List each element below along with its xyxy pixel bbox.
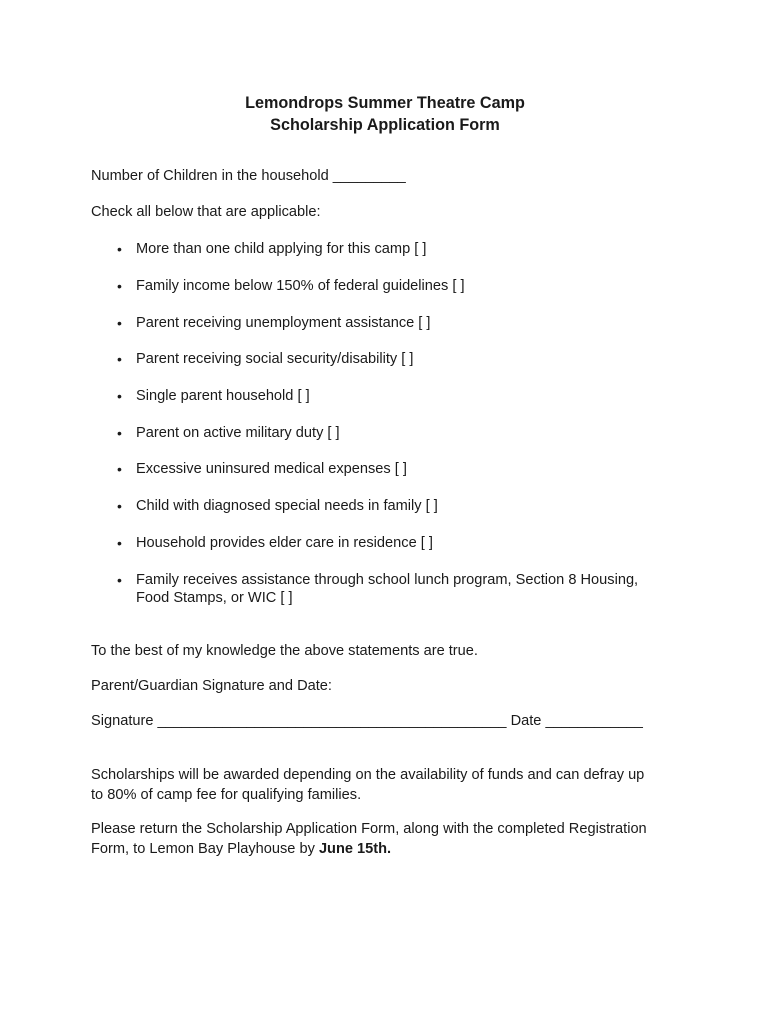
criteria-item bbox=[136, 497, 438, 515]
criteria-label: Excessive uninsured medical expenses [ ] bbox=[136, 461, 407, 477]
return-deadline: June 15th. bbox=[318, 840, 392, 857]
criteria-item bbox=[136, 571, 638, 607]
criteria-item bbox=[136, 424, 340, 442]
form-title-scholarship: Scholarship Application Form bbox=[270, 116, 500, 134]
criteria-item bbox=[136, 277, 465, 295]
scholarship-note-line2: to 80% of camp fee for qualifying families. bbox=[91, 786, 362, 803]
checklist-intro: Check all below that are applicable: bbox=[91, 204, 321, 220]
criteria-label: Family receives assistance through school lunch program, Section 8 Housing, bbox=[136, 572, 639, 588]
return-instructions bbox=[91, 820, 681, 859]
criteria-label: Parent on active military duty [ ] bbox=[136, 425, 340, 441]
criteria-label: Child with diagnosed special needs in family [ ] bbox=[136, 498, 438, 514]
criteria-item bbox=[136, 350, 413, 368]
criteria-label: Household provides elder care in residence [ ] bbox=[136, 535, 433, 551]
scholarship-note bbox=[91, 766, 681, 805]
criteria-item bbox=[136, 460, 407, 478]
attestation-statement: To the best of my knowledge the above statements are true. bbox=[91, 643, 478, 659]
return-note-line1: Please return the Scholarship Application Form, along with the completed Registration bbox=[91, 821, 647, 837]
return-note-line2: Form, to Lemon Bay Playhouse by bbox=[91, 840, 319, 857]
scholarship-note-line1: Scholarships will be awarded depending on the availability of funds and can defray up bbox=[91, 767, 645, 783]
form-title-camp: Lemondrops Summer Theatre Camp bbox=[245, 94, 525, 112]
criteria-item bbox=[136, 240, 426, 258]
criteria-item bbox=[136, 534, 433, 552]
criteria-label: Parent receiving unemployment assistance [ ] bbox=[136, 315, 431, 331]
children-count-field: Number of Children in the household _________ bbox=[91, 168, 406, 184]
criteria-item bbox=[136, 314, 430, 332]
criteria-label: Parent receiving social security/disability [ ] bbox=[136, 351, 414, 367]
criteria-label: Family income below 150% of federal guidelines [ ] bbox=[136, 278, 465, 294]
criteria-label-continued: Food Stamps, or WIC [ ] bbox=[136, 590, 293, 606]
criteria-item bbox=[136, 387, 310, 405]
signature-heading: Parent/Guardian Signature and Date: bbox=[91, 678, 332, 694]
signature-date-line: Signature ___________________________________________ Date ____________ bbox=[91, 713, 643, 729]
criteria-label: More than one child applying for this camp [ ] bbox=[136, 241, 427, 257]
criteria-label: Single parent household [ ] bbox=[136, 388, 310, 404]
